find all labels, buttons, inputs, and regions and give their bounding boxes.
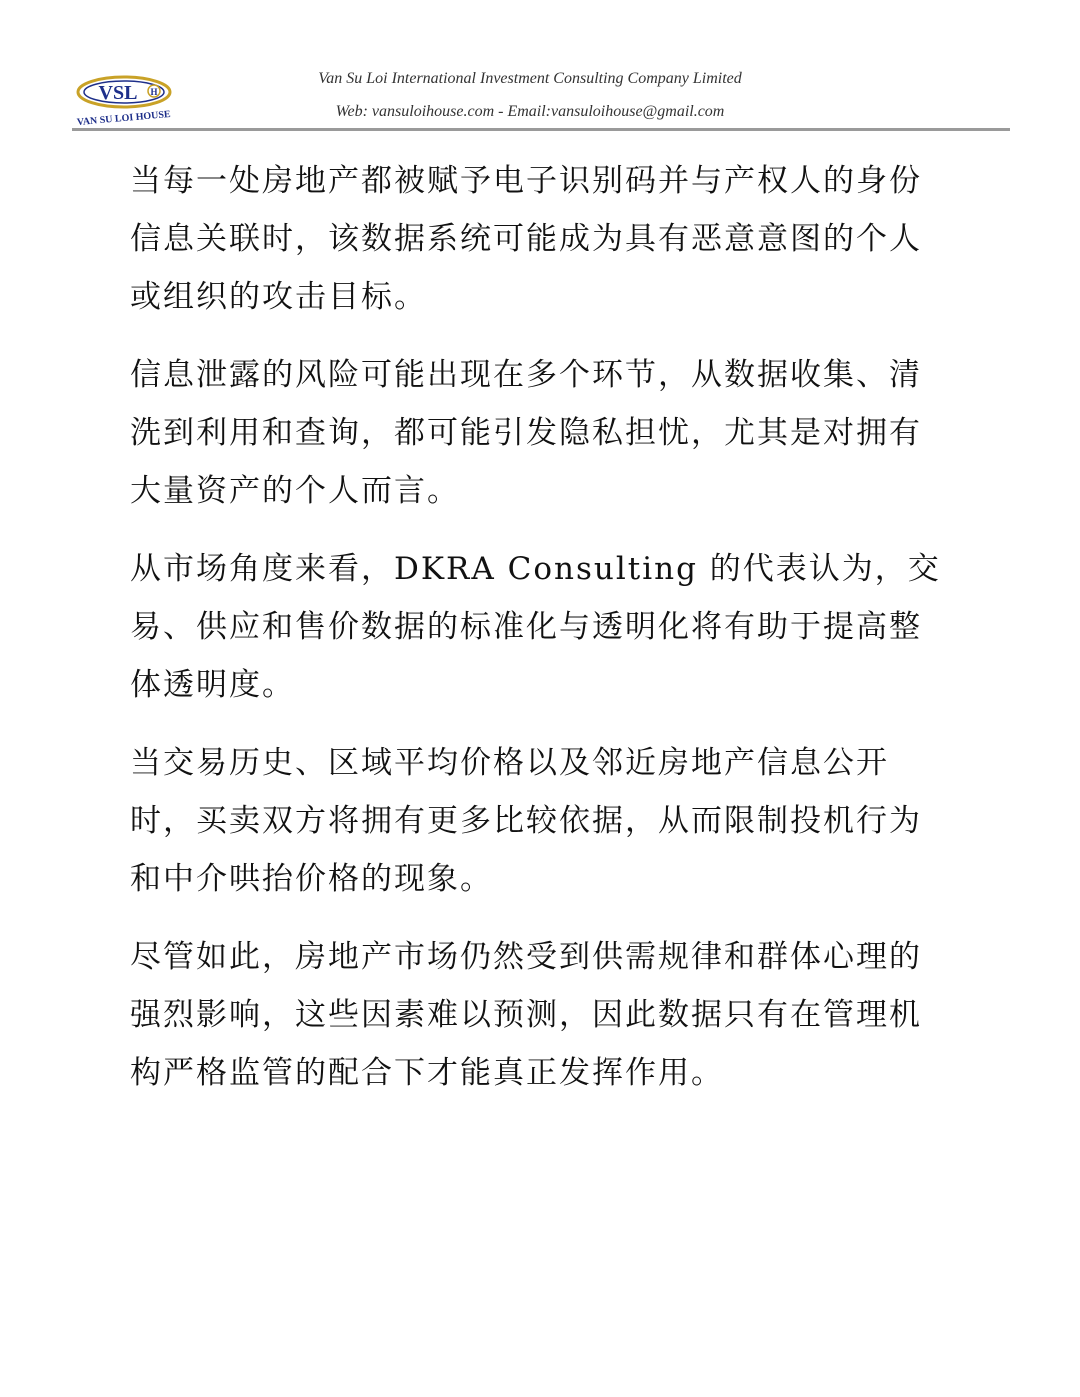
article-body	[130, 152, 942, 1122]
paragraph-5: 尽管如此，房地产市场仍然受到供需规律和群体心理的强烈影响，这些因素难以预测，因此数据只有在管理机构严格监管的配合下才能真正发挥作用。	[130, 939, 922, 1091]
header-divider	[72, 128, 1010, 131]
logo-badge: H	[150, 87, 158, 97]
paragraph-3: 从市场角度来看，DKRA Consulting 的代表认为，交易、供应和售价数据的标准化与透明化将有助于提高整体透明度。	[130, 551, 941, 703]
company-name: Van Su Loi International Investment Consulting Company Limited	[318, 70, 742, 87]
logo-text: VSL	[98, 82, 138, 104]
paragraph-2: 信息泄露的风险可能出现在多个环节，从数据收集、清洗到利用和查询，都可能引发隐私担忧，尤其是对拥有大量资产的个人而言。	[130, 357, 922, 509]
paragraph-4: 当交易历史、区域平均价格以及邻近房地产信息公开时，买卖双方将拥有更多比较依据，从而限制投机行为和中介哄抬价格的现象。	[130, 745, 922, 897]
company-contact: Web: vansuloihouse.com - Email:vansuloihouse@gmail.com	[335, 103, 725, 120]
logo-subtext: VAN SU LOI HOUSE	[76, 108, 172, 129]
page-header	[0, 0, 1080, 140]
paragraph-1: 当每一处房地产都被赋予电子识别码并与产权人的身份信息关联时，该数据系统可能成为具有恶意意图的个人或组织的攻击目标。	[130, 163, 922, 315]
vsl-logo	[74, 72, 178, 132]
